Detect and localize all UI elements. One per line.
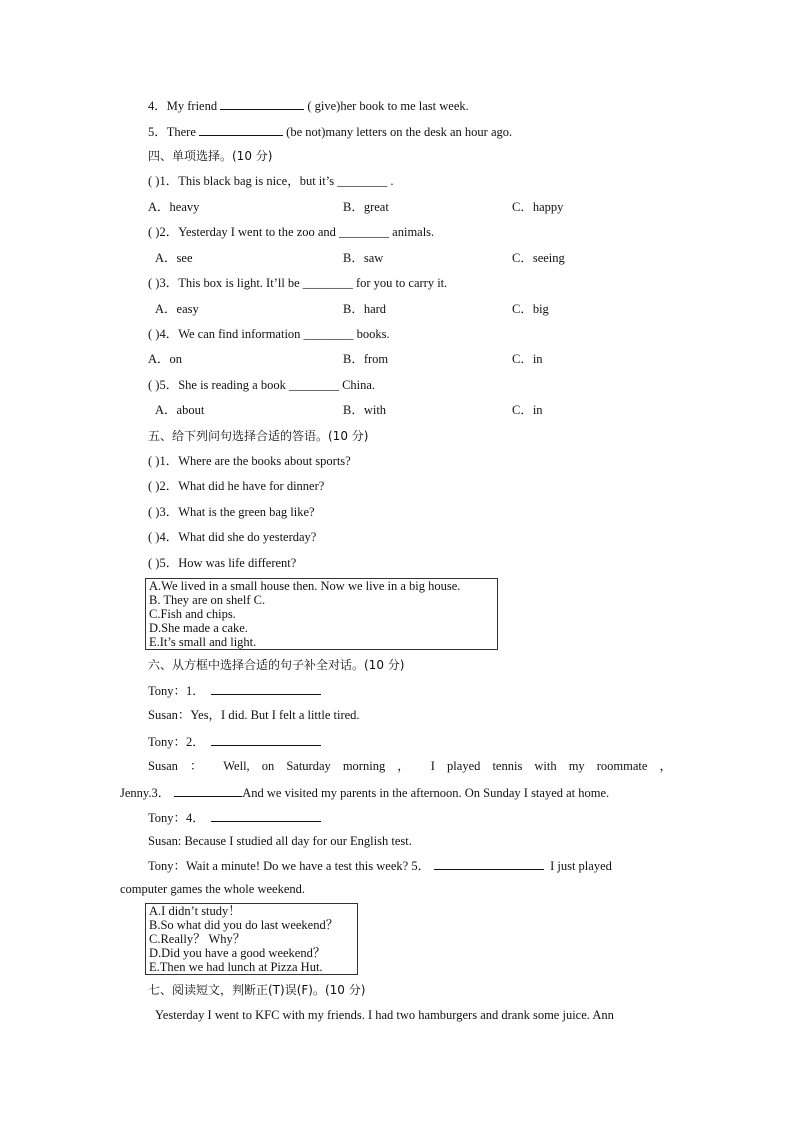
option-c[interactable]: C．in — [512, 352, 543, 366]
question-4-2: ( )2．Yesterday I went to the zoo and ________ animals. — [148, 225, 435, 239]
question-4-4: ( )4．We can find information ________ books. — [148, 327, 390, 341]
option-a[interactable]: A．easy — [155, 302, 199, 316]
option-b[interactable]: B．with — [343, 403, 387, 417]
answer-blank[interactable] — [199, 123, 283, 136]
option-c[interactable]: C．in — [512, 403, 543, 417]
option-a[interactable]: A．heavy — [148, 200, 200, 214]
dialogue-susan-2-cont — [120, 784, 609, 801]
dialogue-option: E.Then we had lunch at Pizza Hut. — [149, 960, 323, 974]
fill-item-5-text-end: (be not)many letters on the desk an hour ago. — [283, 125, 513, 139]
speaker-line: Tony：4． — [148, 811, 205, 825]
section-6-heading: 六、从方框中选择合适的句子补全对话。(10 分) — [148, 658, 405, 672]
speaker-line-end: I just played — [550, 859, 612, 873]
speaker-line: Tony：1． — [148, 684, 205, 698]
option-a[interactable]: A．see — [155, 251, 193, 265]
question-5-1: ( )1．Where are the books about sports? — [148, 454, 351, 468]
answer-blank[interactable] — [211, 809, 321, 822]
answer-blank[interactable] — [211, 682, 321, 695]
answer-blank[interactable] — [434, 857, 544, 870]
dialogue-option: A.I didn’t study！ — [149, 904, 241, 918]
fill-item-4-text: 4．My friend — [148, 99, 221, 113]
answer-option: A.We lived in a small house then. Now we live in a big house. — [149, 579, 461, 593]
question-4-3: ( )3．This box is light. It’ll be ________ for you to carry it. — [148, 276, 448, 290]
option-b[interactable]: B．saw — [343, 251, 384, 265]
fill-item-5-text: 5．There — [148, 125, 200, 139]
fill-item-4 — [148, 97, 469, 114]
answer-blank[interactable] — [211, 733, 321, 746]
answer-option: B. They are on shelf C. — [149, 593, 266, 607]
dialogue-susan-3: Susan: Because I studied all day for our English test. — [148, 834, 412, 848]
option-a[interactable]: A．about — [155, 403, 205, 417]
question-5-5: ( )5．How was life different? — [148, 556, 297, 570]
question-5-3: ( )3．What is the green bag like? — [148, 505, 315, 519]
answer-option: D.She made a cake. — [149, 621, 248, 635]
dialogue-option: C.Really？ Why？ — [149, 932, 246, 946]
dialogue-tony-4 — [148, 857, 612, 874]
option-b[interactable]: B．hard — [343, 302, 387, 316]
section-7-heading: 七、阅读短文，判断正(T)误(F)。(10 分) — [148, 983, 366, 997]
question-5-2: ( )2．What did he have for dinner? — [148, 479, 325, 493]
dialogue-susan-2: Susan ： Well, on Saturday morning ， I played tennis with my roommate ， — [148, 759, 672, 773]
dialogue-option: B.So what did you do last weekend？ — [149, 918, 339, 932]
speaker-line: Jenny.3． — [120, 786, 171, 800]
speaker-line-end: And we visited my parents in the afternoon. On Sunday I stayed at home. — [242, 786, 610, 800]
option-box — [145, 903, 358, 975]
question-5-4: ( )4．What did she do yesterday? — [148, 530, 317, 544]
dialogue-tony-4-cont: computer games the whole weekend. — [120, 882, 306, 896]
answer-blank[interactable] — [220, 97, 304, 110]
dialogue-option: D.Did you have a good weekend？ — [149, 946, 326, 960]
dialogue-tony-3 — [148, 809, 321, 826]
option-c[interactable]: C．seeing — [512, 251, 565, 265]
option-b[interactable]: B．great — [343, 200, 389, 214]
reading-passage-line: Yesterday I went to KFC with my friends. I had two hamburgers and drank some juice. Ann — [155, 1008, 614, 1022]
dialogue-tony-1 — [148, 682, 321, 699]
answer-blank[interactable] — [174, 784, 242, 797]
option-a[interactable]: A．on — [148, 352, 183, 366]
answer-option: E.It’s small and light. — [149, 635, 257, 649]
section-5-heading: 五、给下列问句选择合适的答语。(10 分) — [148, 429, 369, 443]
question-4-5: ( )5．She is reading a book ________ China. — [148, 378, 376, 392]
speaker-line: Tony：Wait a minute! Do we have a test this week? 5． — [148, 859, 431, 873]
option-b[interactable]: B．from — [343, 352, 389, 366]
dialogue-tony-2 — [148, 733, 321, 750]
answer-option: C.Fish and chips. — [149, 607, 236, 621]
dialogue-susan-1: Susan：Yes，I did. But I felt a little tired. — [148, 708, 360, 722]
section-4-heading: 四、单项选择。(10 分) — [148, 149, 273, 163]
speaker-line: Tony：2． — [148, 735, 205, 749]
option-c[interactable]: C．big — [512, 302, 549, 316]
question-4-1: ( )1．This black bag is nice，but it’s ________ . — [148, 174, 394, 188]
fill-item-5 — [148, 123, 512, 140]
option-c[interactable]: C．happy — [512, 200, 564, 214]
answer-box — [145, 578, 498, 650]
fill-item-4-text-end: ( give)her book to me last week. — [304, 99, 469, 113]
